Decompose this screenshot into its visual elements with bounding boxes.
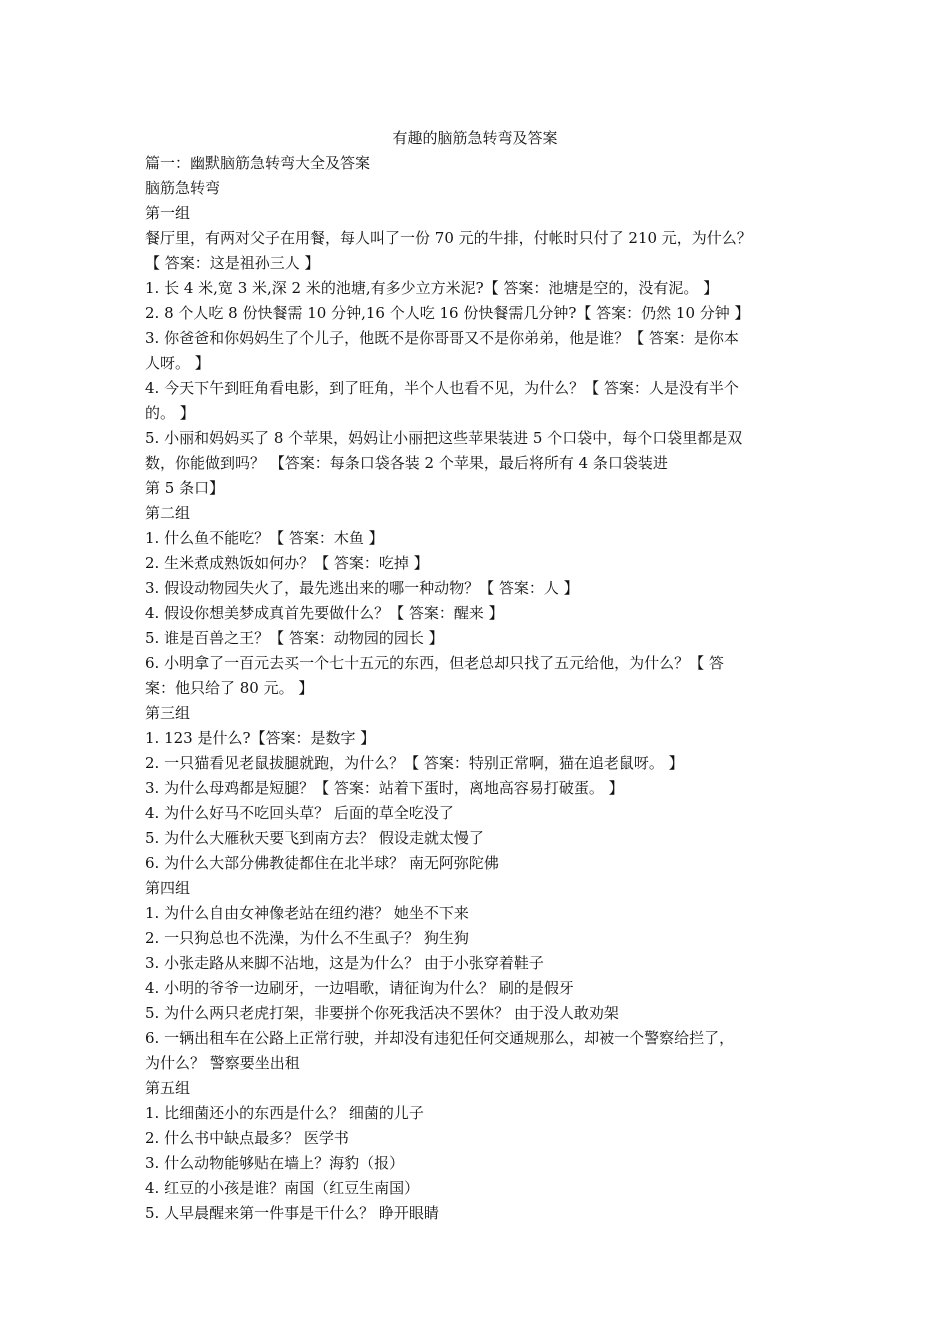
text-line: 2. 生米煮成熟饭如何办？【 答案：吃掉 】 [145, 554, 429, 572]
text-line: 5. 谁是百兽之王？【 答案：动物园的园长 】 [145, 629, 444, 647]
text-line: 3. 假设动物园失火了，最先逃出来的哪一种动物？【 答案：人 】 [145, 579, 579, 597]
text-line: 4. 小明的爷爷一边刷牙，一边唱歌，请征询为什么？ 刷的是假牙 [145, 979, 574, 997]
text-line: 脑筋急转弯 [145, 179, 221, 197]
text-line: 1. 什么鱼不能吃？【 答案：木鱼 】 [145, 529, 384, 547]
text-line: 第四组 [145, 879, 191, 897]
text-line: 1. 为什么自由女神像老站在纽约港？ 她坐不下来 [145, 904, 469, 922]
text-line: 第 5 条口】 [145, 479, 225, 497]
text-line: 数，你能做到吗？ 【答案：每条口袋各装 2 个苹果，最后将所有 4 条口袋装进 [145, 454, 668, 472]
text-line: 4. 红豆的小孩是谁？南国（红豆生南国） [145, 1179, 420, 1197]
text-line: 5. 为什么大雁秋天要飞到南方去？ 假设走就太慢了 [145, 829, 484, 847]
text-line: 1. 123 是什么?【答案：是数字 】 [145, 729, 376, 747]
text-line: 案：他只给了 80 元。 】 [145, 679, 314, 697]
text-line: 3. 什么动物能够贴在墙上？海豹（报） [145, 1154, 405, 1172]
text-line: 6. 为什么大部分佛教徒都住在北半球？ 南无阿弥陀佛 [145, 854, 499, 872]
text-line: 的。 】 [145, 404, 195, 422]
text-line: 2. 8 个人吃 8 份快餐需 10 分钟,16 个人吃 16 份快餐需几分钟?【 答案：仍然 10 分钟 】 [145, 304, 750, 322]
text-line: 6. 一辆出租车在公路上正常行驶，并却没有违犯任何交通规那么，却被一个警察给拦了， [145, 1029, 735, 1047]
text-line: 餐厅里，有两对父子在用餐，每人叫了一份 70 元的牛排，付帐时只付了 210 元，为什么？ [145, 229, 752, 247]
text-line: 篇一：幽默脑筋急转弯大全及答案 [145, 154, 371, 172]
text-line: 第三组 [145, 704, 191, 722]
text-line: 5. 为什么两只老虎打架，非要拼个你死我活决不罢休？ 由于没人敢劝架 [145, 1004, 619, 1022]
text-line: 3. 小张走路从来脚不沾地，这是为什么？ 由于小张穿着鞋子 [145, 954, 544, 972]
text-line: 5. 人早晨醒来第一件事是干什么？ 睁开眼睛 [145, 1204, 439, 1222]
text-line: 5. 小丽和妈妈买了 8 个苹果，妈妈让小丽把这些苹果装进 5 个口袋中，每个口袋里都是双 [145, 429, 743, 447]
document-body [145, 151, 810, 1226]
text-line: 4. 假设你想美梦成真首先要做什么？【 答案：醒来 】 [145, 604, 504, 622]
text-line: 3. 你爸爸和你妈妈生了个儿子，他既不是你哥哥又不是你弟弟，他是谁？【 答案：是你本 [145, 329, 739, 347]
document-title: 有趣的脑筋急转弯及答案 [392, 129, 558, 147]
text-line: 2. 一只猫看见老鼠拔腿就跑，为什么？【 答案：特别正常啊，猫在追老鼠呀。 】 [145, 754, 684, 772]
text-line: 【 答案：这是祖孙三人 】 [145, 254, 320, 272]
text-line: 第五组 [145, 1079, 191, 1097]
text-line: 2. 什么书中缺点最多？ 医学书 [145, 1129, 349, 1147]
text-line: 3. 为什么母鸡都是短腿？【 答案：站着下蛋时，离地高容易打破蛋。 】 [145, 779, 624, 797]
text-line: 4. 为什么好马不吃回头草？ 后面的草全吃没了 [145, 804, 454, 822]
text-line: 第二组 [145, 504, 191, 522]
text-line: 2. 一只狗总也不洗澡，为什么不生虱子？ 狗生狗 [145, 929, 469, 947]
text-line: 6. 小明拿了一百元去买一个七十五元的东西，但老总却只找了五元给他，为什么？【 答 [145, 654, 724, 672]
text-line: 第一组 [145, 204, 191, 222]
text-line: 1. 长 4 米,宽 3 米,深 2 米的池塘,有多少立方米泥?【 答案：池塘是空的，没有泥。 】 [145, 279, 719, 297]
text-line: 1. 比细菌还小的东西是什么？ 细菌的儿子 [145, 1104, 424, 1122]
text-line: 4. 今天下午到旺角看电影，到了旺角，半个人也看不见，为什么？【 答案：人是没有半个 [145, 379, 739, 397]
text-line: 为什么？ 警察要坐出租 [145, 1054, 300, 1072]
text-line: 人呀。 】 [145, 354, 210, 372]
